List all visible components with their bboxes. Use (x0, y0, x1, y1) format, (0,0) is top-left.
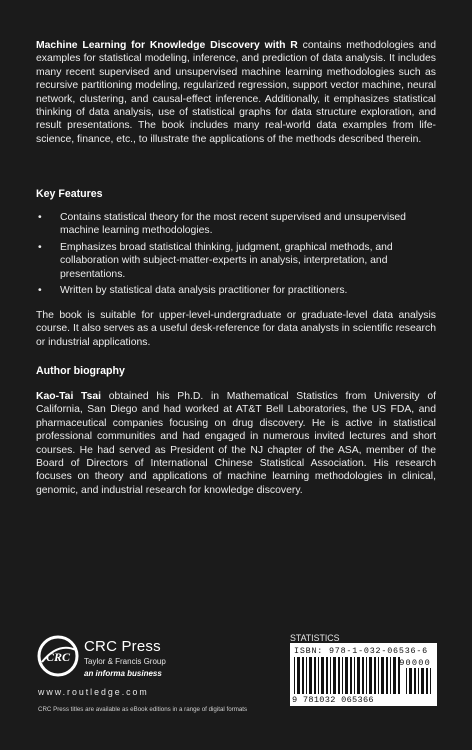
feature-text: Emphasizes broad statistical thinking, judgment, graphical methods, and collaboration with subject-matter-experts in analysis, interpretation, and presentations. (60, 241, 393, 280)
subject-category: STATISTICS (290, 633, 340, 643)
intro-text: contains methodologies and examples for statistical modeling, inference, and prediction of data analysis. It includes many recent supervised and unsupervised machine learning methodologies such as recursive partitioning modeling, regularized regression, support vector machine, neural network, clustering, and causal-effect inference. Additionally, it emphasizes statistical thinking of data analysis, use of statistical graphs for data structure exploration, and result presentations. The book includes many real-world data examples from life-science, finance, etc., to illustrate the applications of the methods described therein. (36, 40, 436, 145)
list-item (36, 284, 436, 297)
isbn-barcode (290, 643, 437, 706)
feature-text: Written by statistical data analysis practitioner for practitioners. (60, 285, 348, 297)
price-barcode-bars-icon (406, 668, 433, 694)
bullet-icon: • (38, 241, 42, 253)
suitability-paragraph: The book is suitable for upper-level-undergraduate or graduate-level data analysis course. It also serves as a useful desk-reference for data analysts in scientific research or industrial applications. (36, 310, 436, 348)
publisher-name: CRC Press (84, 638, 161, 655)
publisher-info (84, 638, 166, 678)
publisher-website[interactable]: www.routledge.com (38, 687, 149, 697)
publisher-informa: an informa business (84, 669, 162, 678)
list-item (36, 211, 436, 238)
author-name: Kao-Tai Tsai (36, 391, 102, 402)
author-biography-heading: Author biography (36, 365, 125, 377)
price-code: 90000 (399, 658, 431, 668)
bullet-icon: • (38, 285, 42, 297)
list-item (36, 241, 436, 281)
crc-press-logo-icon (36, 634, 80, 678)
publisher-group: Taylor & Francis Group (84, 657, 166, 666)
bullet-icon: • (38, 212, 42, 223)
author-bio-text: obtained his Ph.D. in Mathematical Statistics from University of California, San Diego and had worked at AT&T Bell Laboratories, the US FDA, and pharmaceutical companies focusing on drug discovery. He is active in statistical professional communities and had engaged in numerous invited lectures and short courses. He had served as President of the NJ chapter of the ASA, member of the Board of Directors of International Chinese Statistical Association. His research focuses on theory and applications of machine learning methodologies in clinical, genomic, and industrial research for knowledge discovery. (36, 391, 436, 496)
feature-text: Contains statistical theory for the most recent supervised and unsupervised machine learning methodologies. (60, 212, 406, 237)
author-biography (36, 390, 436, 497)
barcode-digits: 9 781032 065366 (292, 695, 374, 705)
ebook-note: CRC Press titles are available as eBook editions in a range of digital formats (38, 706, 248, 713)
barcode-bars-icon (294, 657, 402, 694)
logo-text: CRC (45, 650, 71, 664)
key-features-heading: Key Features (36, 188, 103, 200)
book-title: Machine Learning for Knowledge Discovery with R (36, 40, 298, 51)
isbn-number: ISBN: 978-1-032-06536-6 (294, 646, 428, 656)
key-features-list (36, 211, 436, 300)
intro-paragraph (36, 39, 436, 146)
